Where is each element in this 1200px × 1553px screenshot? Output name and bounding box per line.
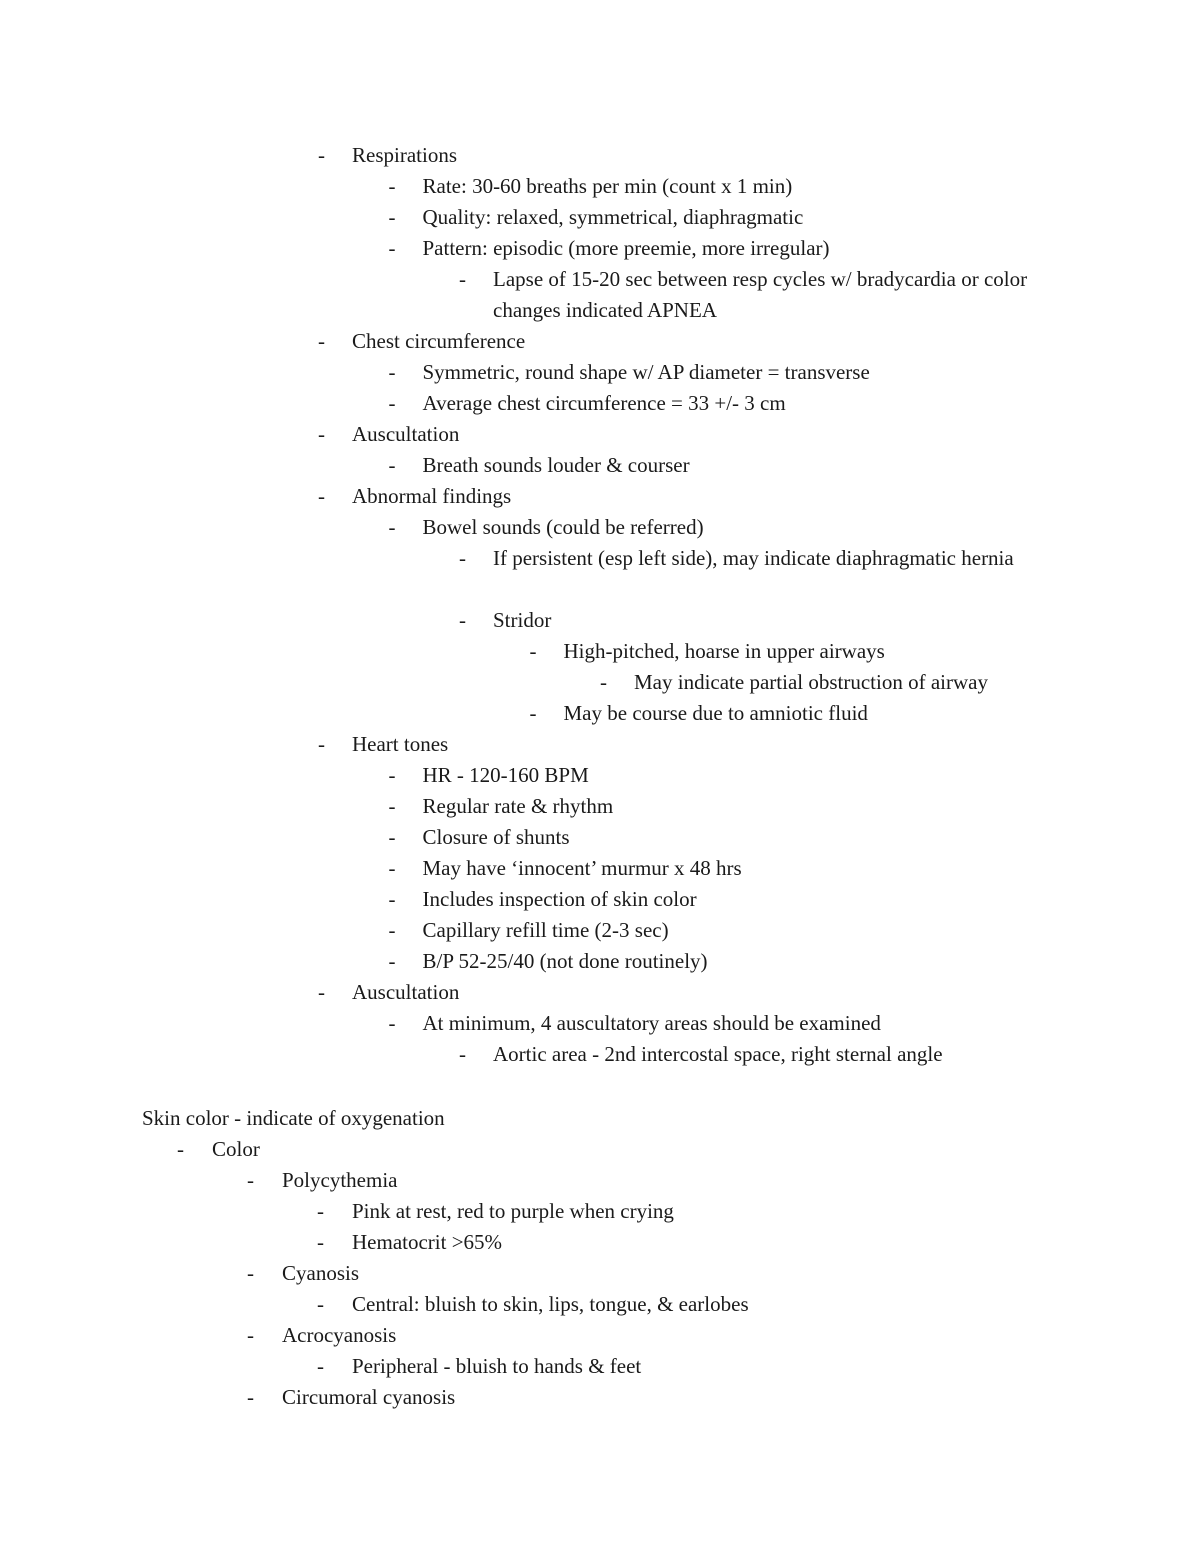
bullet-dash: -	[388, 763, 396, 787]
bullet-dash: -	[388, 174, 396, 198]
list-item	[0, 1227, 1200, 1258]
section-heading-row	[0, 1103, 1200, 1134]
list-item	[0, 171, 1200, 202]
list-item	[0, 636, 1200, 667]
bullet-dash: -	[318, 143, 325, 167]
bullet-dash: -	[247, 1168, 254, 1192]
list-item-text: Bowel sounds (could be referred)	[422, 515, 704, 539]
list-item-text: Heart tones	[352, 732, 449, 756]
list-item	[0, 419, 1200, 450]
bullet-dash: -	[318, 980, 325, 1004]
list-item	[0, 605, 1200, 636]
bullet-dash: -	[388, 236, 396, 260]
list-item-text: Closure of shunts	[422, 825, 570, 849]
list-item-text: Polycythemia	[282, 1168, 398, 1192]
list-item	[0, 388, 1200, 419]
list-item-text: HR - 120-160 BPM	[422, 763, 589, 787]
list-item-text: Auscultation	[352, 980, 460, 1004]
list-item-text: Auscultation	[352, 422, 460, 446]
list-item-text: May have ‘innocent’ murmur x 48 hrs	[422, 856, 742, 880]
bullet-dash: -	[317, 1230, 324, 1254]
list-item-text: Stridor	[493, 608, 552, 632]
list-item	[0, 729, 1200, 760]
list-item	[0, 264, 1200, 326]
list-item-text: May be course due to amniotic fluid	[563, 701, 868, 725]
bullet-dash: -	[388, 391, 396, 415]
bullet-dash: -	[529, 701, 537, 725]
bullet-dash: -	[388, 205, 396, 229]
bullet-dash: -	[318, 484, 325, 508]
list-item	[0, 1039, 1200, 1070]
bullet-dash: -	[318, 732, 325, 756]
list-item-text: Chest circumference	[352, 329, 526, 353]
list-item-text: Capillary refill time (2-3 sec)	[422, 918, 669, 942]
bullet-dash: -	[177, 1137, 184, 1161]
list-item	[0, 884, 1200, 915]
list-item-text: Central: bluish to skin, lips, tongue, & earlobes	[352, 1292, 749, 1316]
list-item	[0, 1289, 1200, 1320]
list-item	[0, 1008, 1200, 1039]
bullet-dash: -	[318, 422, 325, 446]
list-item-text: Color	[212, 1137, 260, 1161]
list-item	[0, 946, 1200, 977]
list-item-text: Aortic area - 2nd intercostal space, right sternal angle	[493, 1042, 943, 1066]
list-item-text: Pink at rest, red to purple when crying	[352, 1199, 674, 1223]
bullet-dash: -	[388, 949, 396, 973]
list-item	[0, 1165, 1200, 1196]
skin-color-section	[0, 1103, 1200, 1413]
list-item	[0, 791, 1200, 822]
list-item	[0, 512, 1200, 543]
bullet-dash: -	[247, 1323, 254, 1347]
list-item	[0, 233, 1200, 264]
list-item	[0, 1258, 1200, 1289]
bullet-dash: -	[388, 887, 396, 911]
bullet-dash: -	[317, 1199, 324, 1223]
list-item	[0, 667, 1200, 698]
list-item-text: At minimum, 4 auscultatory areas should be examined	[422, 1011, 881, 1035]
list-item-text: Respirations	[352, 143, 457, 167]
list-item-text: Acrocyanosis	[282, 1323, 397, 1347]
list-item-text: Lapse of 15-20 sec between resp cycles w/ bradycardia or color changes indicated APNEA	[493, 267, 1028, 322]
list-item-text: Quality: relaxed, symmetrical, diaphragmatic	[422, 205, 804, 229]
bullet-dash: -	[459, 267, 466, 291]
list-item	[0, 140, 1200, 171]
list-item	[0, 481, 1200, 512]
cardiorespiratory-notes-list	[0, 140, 1200, 1070]
list-item-text: Cyanosis	[282, 1261, 360, 1285]
bullet-dash: -	[459, 546, 466, 570]
bullet-dash: -	[529, 639, 537, 663]
list-item	[0, 1196, 1200, 1227]
list-item	[0, 357, 1200, 388]
list-item	[0, 450, 1200, 481]
bullet-dash: -	[600, 670, 607, 694]
list-item	[0, 822, 1200, 853]
bullet-dash: -	[388, 918, 396, 942]
bullet-dash: -	[388, 360, 396, 384]
list-item-text: Hematocrit >65%	[352, 1230, 503, 1254]
list-item-text: Breath sounds louder & courser	[422, 453, 690, 477]
bullet-dash: -	[459, 608, 466, 632]
list-item	[0, 760, 1200, 791]
list-item-text: Abnormal findings	[352, 484, 512, 508]
list-item	[0, 853, 1200, 884]
list-item-text: Circumoral cyanosis	[282, 1385, 456, 1409]
list-item	[0, 543, 1200, 605]
list-item-text: B/P 52-25/40 (not done routinely)	[422, 949, 708, 973]
list-item	[0, 698, 1200, 729]
section-heading: Skin color - indicate of oxygenation	[142, 1106, 445, 1130]
list-item-text: High-pitched, hoarse in upper airways	[563, 639, 885, 663]
list-item	[0, 1351, 1200, 1382]
bullet-dash: -	[388, 515, 396, 539]
bullet-dash: -	[317, 1292, 324, 1316]
list-item	[0, 1320, 1200, 1351]
list-item-text: If persistent (esp left side), may indicate diaphragmatic hernia	[493, 546, 1014, 570]
list-item	[0, 915, 1200, 946]
bullet-dash: -	[388, 1011, 396, 1035]
bullet-dash: -	[388, 794, 396, 818]
list-item-text: Peripheral - bluish to hands & feet	[352, 1354, 642, 1378]
bullet-dash: -	[317, 1354, 324, 1378]
list-item-text: Pattern: episodic (more preemie, more irregular)	[422, 236, 830, 260]
list-item-text: May indicate partial obstruction of airway	[634, 670, 988, 694]
bullet-dash: -	[388, 453, 396, 477]
bullet-dash: -	[247, 1385, 254, 1409]
list-item	[0, 1134, 1200, 1165]
bullet-dash: -	[388, 856, 396, 880]
list-item	[0, 1382, 1200, 1413]
bullet-dash: -	[247, 1261, 254, 1285]
list-item-text: Regular rate & rhythm	[422, 794, 614, 818]
list-item-text: Rate: 30-60 breaths per min (count x 1 min)	[422, 174, 793, 198]
bullet-dash: -	[388, 825, 396, 849]
list-item-text: Average chest circumference = 33 +/- 3 cm	[422, 391, 786, 415]
list-item	[0, 977, 1200, 1008]
bullet-dash: -	[318, 329, 325, 353]
list-item-text: Symmetric, round shape w/ AP diameter = transverse	[422, 360, 870, 384]
skin-color-notes-list	[0, 1134, 1200, 1413]
list-item	[0, 326, 1200, 357]
list-item-text: Includes inspection of skin color	[422, 887, 697, 911]
list-item	[0, 202, 1200, 233]
bullet-dash: -	[459, 1042, 466, 1066]
